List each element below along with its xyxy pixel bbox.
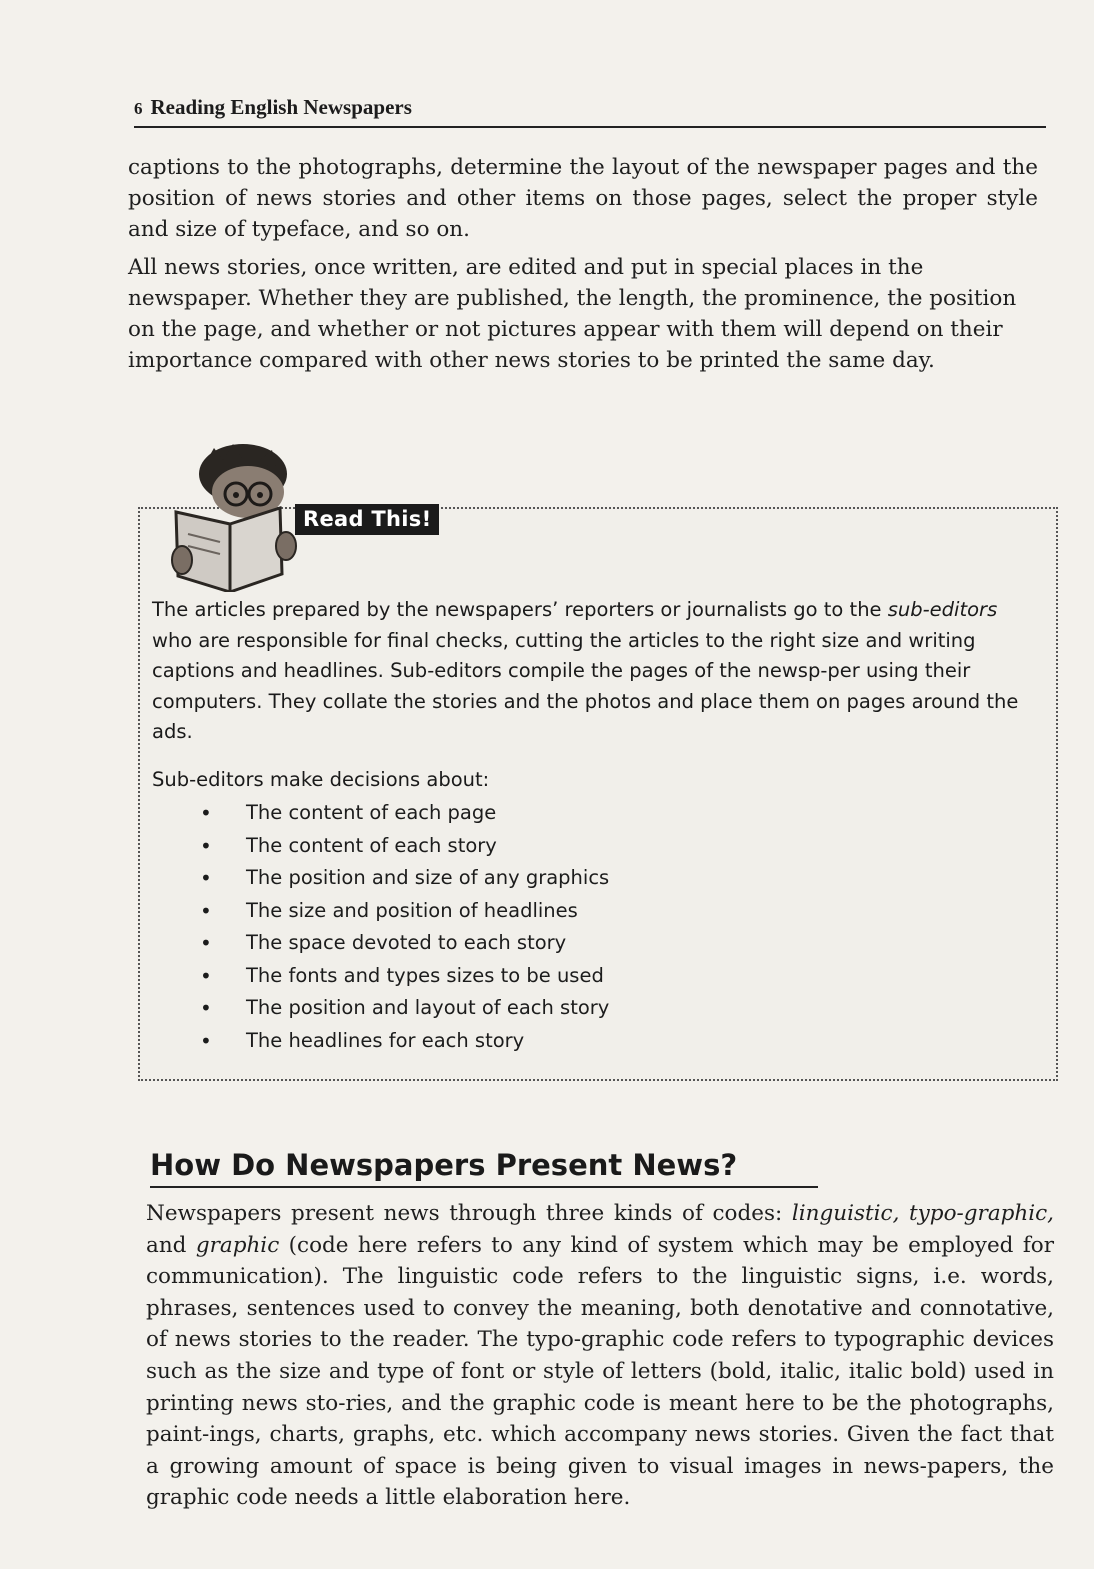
list-item: • The position and layout of each story: [200, 992, 609, 1025]
read-this-italic-term: sub-editors: [887, 598, 998, 621]
book-title: Reading English Newspapers: [150, 95, 412, 119]
section-italic-term: graphic: [195, 1232, 280, 1258]
list-item: • The position and size of any graphics: [200, 862, 609, 895]
read-this-text-part: The articles prepared by the newspapers’ reporters or journalists go to the: [152, 598, 888, 621]
section-paragraph: [146, 1198, 1054, 1514]
decisions-subhead: Sub-editors make decisions about:: [152, 768, 490, 791]
reading-boy-illustration: [168, 442, 308, 592]
read-this-label: Read This!: [295, 504, 439, 535]
section-italic-term: linguistic, typo-graphic,: [791, 1201, 1054, 1226]
read-this-text-part: who are responsible for final checks, cutting the articles to the right size and writing captions and headlines. Sub-editors compile the pages of the newsp-per using their computers. They collate the stories and the photos and place them on pages around the ads.: [152, 628, 1019, 743]
list-item: • The headlines for each story: [200, 1025, 609, 1058]
body-paragraph-1: captions to the photographs, determine the layout of the newspaper pages and the position of news stories and other items on those pages, select the proper style and size of typeface, and so on.: [128, 155, 1038, 242]
list-item: • The fonts and types sizes to be used: [200, 960, 609, 993]
body-paragraph-2: All news stories, once written, are edited and put in special places in the newspaper. Whether they are published, the length, the prominence, the position on the page, and whether or not pictures appear with them will depend on their importance compared with other news stories to be printed the same day.: [128, 255, 1017, 373]
page-number: 6: [134, 99, 143, 118]
section-text-part: Newspapers present news through three kinds of codes:: [146, 1201, 792, 1226]
list-item: • The space devoted to each story: [200, 927, 609, 960]
list-item: • The content of each story: [200, 830, 609, 863]
section-title: How Do Newspapers Present News?: [150, 1148, 818, 1188]
list-item: • The content of each page: [200, 797, 609, 830]
section-text-part: and: [146, 1232, 196, 1258]
read-this-paragraph: [152, 595, 1032, 748]
section-text-part: (code here refers to any kind of system which may be employed for communication). The linguistic code refers to the linguistic signs, i.e. words, phrases, sentences used to convey the meaning, both denotative and connotative, of news stories to the reader. The typo-graphic code refers to typographic devices such as the size and type of font or style of letters (bold, italic, italic bold) used in printing news sto-ries, and the graphic code is meant here to be the photographs, paint-ings, charts, graphs, etc. which accompany news stories. Given the fact that a growing amount of space is being given to visual images in news-papers, the graphic code needs a little elaboration here.: [146, 1232, 1055, 1511]
running-head: [134, 95, 1046, 128]
list-item: • The size and position of headlines: [200, 895, 609, 928]
decisions-list: [200, 797, 609, 1057]
